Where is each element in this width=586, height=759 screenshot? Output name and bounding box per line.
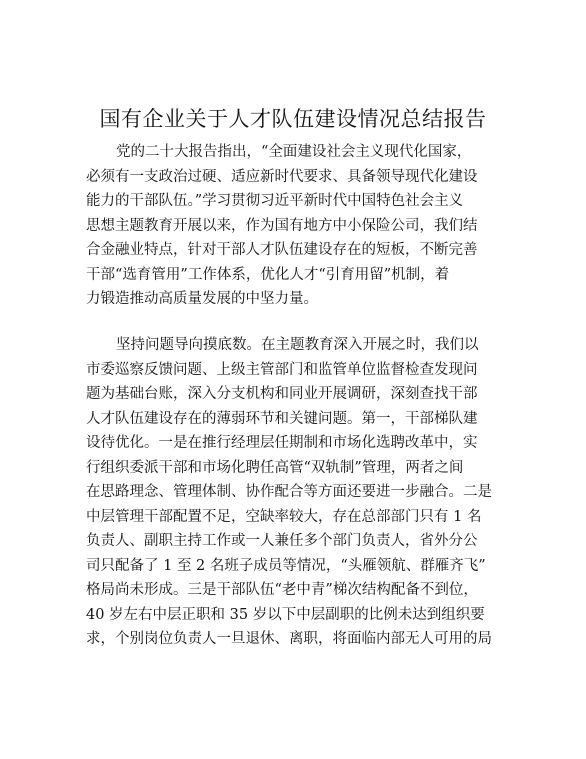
text-line: 题为基础台账，深入分支机构和同业开展调研，深刻查找干部 [86, 386, 478, 402]
text-line: 干部“选育管用”工作体系，优化人才“引育用留”机制，着 [86, 266, 450, 283]
text-line: 求，个别岗位负责人一旦退休、离职，将面临内部无人可用的局 [86, 631, 492, 647]
text-line: 市委巡察反馈问题、上级主管部门和监管单位监督检查发现问 [86, 361, 478, 378]
text-line: 负责人、副职主持工作或一人兼任多个部门负责人，省外分公 [86, 533, 478, 549]
text-line: 力锻造推动高质量发展的中坚力量。 [86, 291, 318, 307]
text-line: 中层管理干部配置不足，空缺率较大，存在总部部门只有 1 名 [86, 508, 482, 525]
text-line: 人才队伍建设存在的薄弱环节和关键问题。第一，干部梯队建 [86, 410, 478, 427]
text-line: 必须有一支政治过硬、适应新时代要求、具备领导现代化建设 [86, 168, 478, 185]
paragraph-2 [86, 333, 504, 652]
text-line: 思想主题教育开展以来，作为国有地方中小保险公司，我们结 [86, 217, 478, 234]
paragraph-1 [86, 140, 504, 312]
text-line: 格局尚未形成。三是干部队伍“老中青”梯次结构配备不到位， [86, 582, 478, 598]
document-title: 国有企业关于人才队伍建设情况总结报告 [99, 107, 487, 131]
text-line: 行组织委派干部和市场化聘任高管“双轨制”管理，两者之间 [86, 459, 464, 476]
text-line: 设待优化。一是在推行经理层任期制和市场化选聘改革中，实 [86, 435, 478, 451]
text-line: 在思路理念、管理体制、协作配合等方面还要进一步融合。二是 [86, 484, 492, 500]
text-line: 党的二十大报告指出，“全面建设社会主义现代化国家， [116, 144, 472, 160]
text-line: 合金融业特点，针对干部人才队伍建设存在的短板，不断完善 [86, 242, 478, 258]
text-line: 40 岁左右中层正职和 35 岁以下中层副职的比例未达到组织要 [86, 606, 485, 623]
text-line: 司只配备了 1 至 2 名班子成员等情况，“头雁领航、群雁齐飞” [86, 557, 486, 574]
text-line: 坚持问题导向摸底数。在主题教育深入开展之时，我们以 [116, 337, 479, 353]
text-line: 能力的干部队伍。”学习贯彻习近平新时代中国特色社会主义 [86, 193, 464, 209]
